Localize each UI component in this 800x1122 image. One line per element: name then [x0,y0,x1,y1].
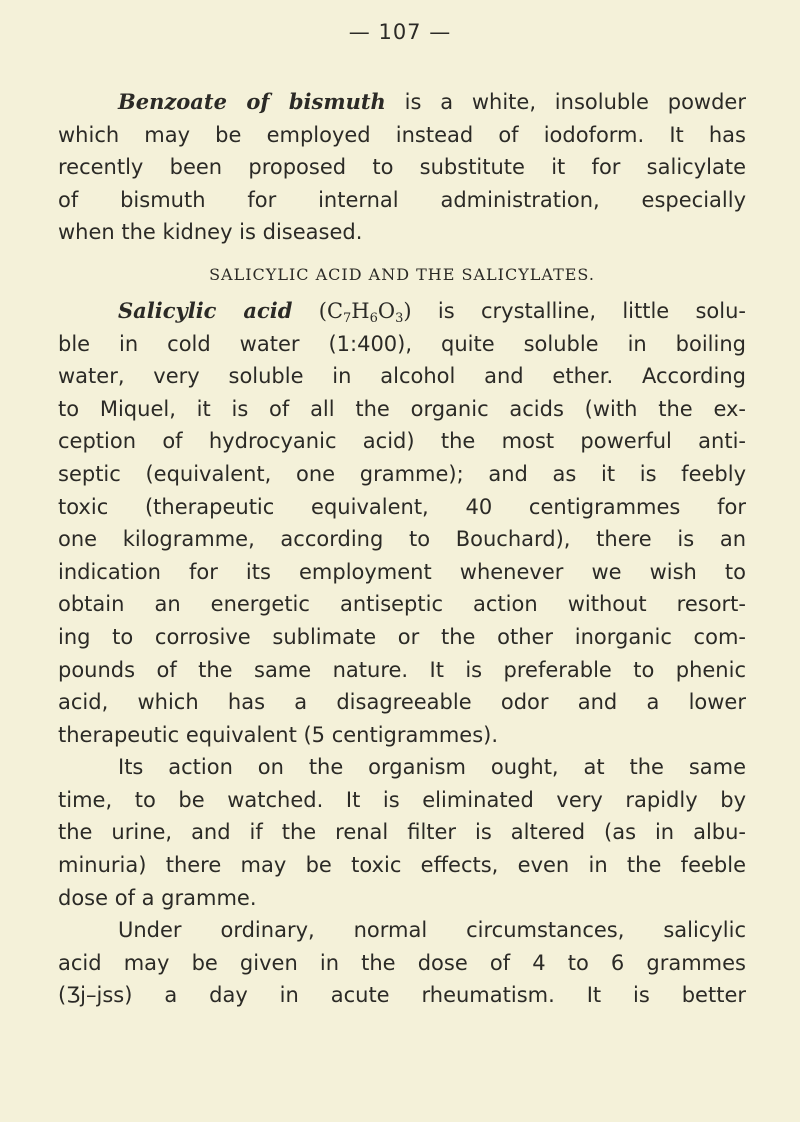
text-line: septic (equivalent, one gramme); and as it is feebly [58,461,746,486]
paragraph-benzoate [58,86,746,249]
text-line: pounds of the same nature. It is preferable to phenic [58,657,746,682]
text-line: minuria) there may be toxic effects, even in the feeble [58,853,746,878]
text-line: recently been proposed to substitute it for salicylate [58,155,746,180]
page-number: — 107 — [348,20,452,44]
text-line: to Miquel, it is of all the organic acids (with the ex- [58,396,746,421]
text-line: time, to be watched. It is eliminated very rapidly by [58,787,746,812]
text-line: ception of hydrocyanic acid) the most powerful anti- [58,429,746,454]
text-line: water, very soluble in alcohol and ether. According [58,364,746,389]
text-line: Salicylic acid $(C_7H_6O_3)$ is crystalline, little solu- [118,297,747,326]
italic-term: Salicylic acid [118,297,293,323]
text-line: which may be employed instead of iodoform. It has [58,122,746,147]
italic-term: Benzoate of bismuth [118,89,386,114]
text-line: ing to corrosive sublimate or the other inorganic com- [58,624,746,649]
text-line: toxic (therapeutic equivalent, 40 centigrammes for [58,494,746,519]
text-line: one kilogramme, according to Bouchard), there is an [58,527,746,552]
text-line: obtain an energetic antiseptic action without resort- [58,592,746,617]
chemical-formula: $(C_7H_6O_3)$ [318,298,412,326]
text-line: Its action on the organism ought, at the same [118,755,746,780]
body-text [58,86,746,1012]
paragraph-action [58,751,746,914]
text-line: therapeutic equivalent (5 centigrammes). [58,722,499,747]
text-line: when the kidney is diseased. [58,220,363,245]
text-line: of bismuth for internal administration, especially [58,187,746,212]
section-heading: SALICYLIC ACID AND THE SALICYLATES. [209,264,595,284]
text-line: Under ordinary, normal circumstances, salicylic [118,918,746,943]
paragraph-dosage [58,914,746,1012]
text-line: (Ʒj–jss) a day in acute rheumatism. It is better [58,983,746,1008]
paragraph-salicylic-acid [58,295,746,751]
text-line: indication for its employment whenever we wish to [58,559,746,584]
text-line: acid, which has a disagreeable odor and a lower [58,690,746,715]
text-line: the urine, and if the renal filter is altered (as in albu- [58,820,746,845]
text-line: acid may be given in the dose of 4 to 6 grammes [58,950,746,975]
text-line: ble in cold water (1:400), quite soluble in boiling [58,331,746,356]
text-line: dose of a gramme. [58,885,257,910]
text-line: Benzoate of bismuth is a white, insoluble powder [118,89,746,114]
